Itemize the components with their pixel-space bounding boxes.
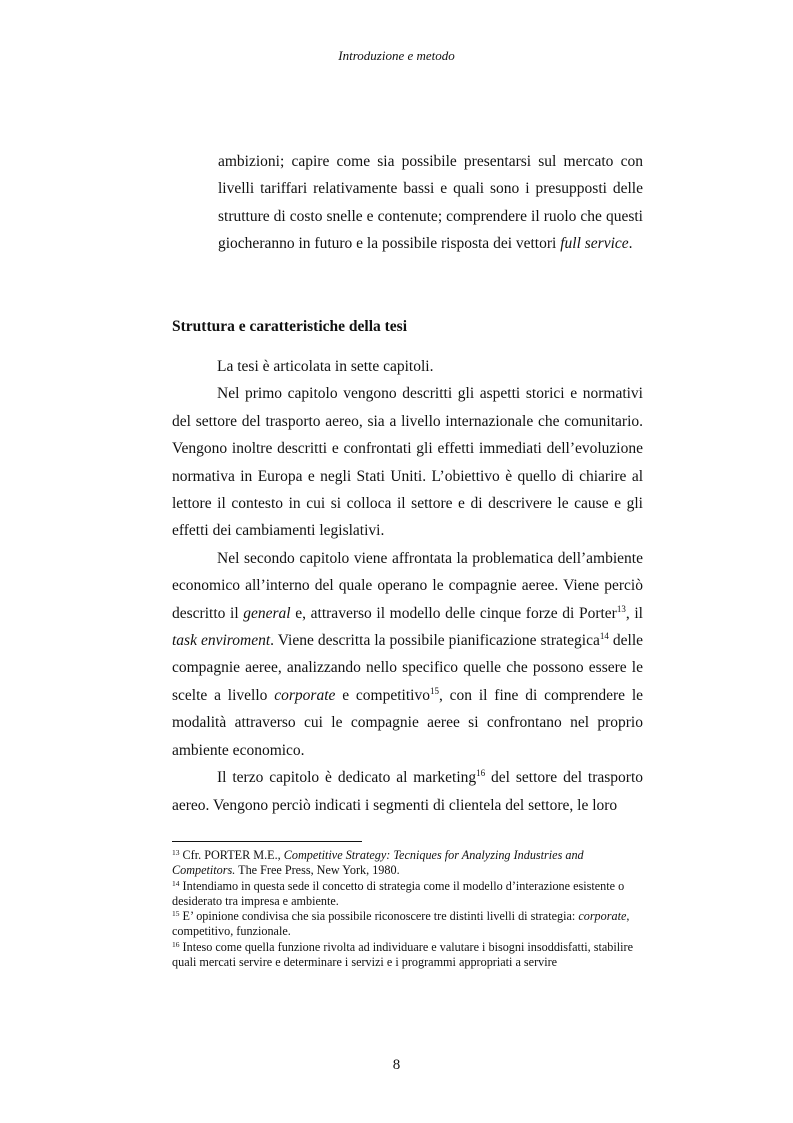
- footnote-13: $^{13}$ Cfr. PORTER M.E., Competitive Strategy: Tecniques for Analyzing Industries and Competitors. The Free Press, New York, 1980.: [172, 848, 584, 878]
- footnote-15: $^{15}$ E’ opinione condivisa che sia possibile riconoscere tre distinti livelli di strategia: corporate, competitivo, funzionale.: [172, 909, 630, 939]
- footnote-ref-15[interactable]: 15: [429, 685, 439, 696]
- body-text: [172, 353, 643, 819]
- page-number: 8: [392, 1057, 401, 1073]
- paragraph-4: Il terzo capitolo è dedicato al marketing$^{16}$ del settore del trasporto aereo. Vengono perciò indicati i segmenti di clientela del settore, le loro: [172, 768, 643, 814]
- paragraph-3: Nel secondo capitolo viene affrontata la problematica dell’ambiente economico all’interno del quale operano le compagnie aeree. Viene perciò descritto il general e, attraverso il modello delle cinque forze di Porter$^{13}$, il task enviroment. Viene descritta la possibile pianificazione strategica$^{14}$ delle compagnie aeree, analizzando nello specifico quelle che possono essere le scelte a livello corporate e competitivo$^{15}$, con il fine di comprendere le modalità attraverso cui le compagnie aeree si confrontano nel proprio ambiente economico.: [172, 549, 644, 759]
- paragraph-2: Nel primo capitolo vengono descritti gli aspetti storici e normativi del settore del trasporto aereo, sia a livello internazionale che comunitario. Vengono inoltre descritti e confrontati gli effetti immediati dell’evoluzione normativa in Europa e negli Stati Uniti. L’obiettivo è quello di chiarire al lettore il contesto in cui si colloca il settore e di descrivere le cause e gli effetti dei cambiamenti legislativi.: [172, 385, 643, 540]
- footnote-ref-13[interactable]: 13: [616, 603, 626, 614]
- intro-paragraph: ambizioni; capire come sia possibile presentarsi sul mercato con livelli tariffari relativamente bassi e quali sono i presupposti delle strutture di costo snelle e contenute; comprendere il ruolo che questi giocheranno in futuro e la possibile risposta dei vettori full service.: [218, 153, 643, 253]
- paragraph-1: La tesi è articolata in sette capitoli.: [217, 358, 434, 375]
- section-heading: Struttura e caratteristiche della tesi: [172, 318, 408, 335]
- footnotes: [172, 848, 643, 970]
- running-header: Introduzione e metodo: [338, 48, 455, 63]
- footnote-ref-14[interactable]: 14: [599, 631, 609, 642]
- footnote-14: $^{14}$ Intendiamo in questa sede il concetto di strategia come il modello d’interazione esistente o desiderato tra impresa e ambiente.: [172, 878, 625, 908]
- footnote-16: $^{16}$ Inteso come quella funzione rivolta ad individuare e valutare i bisogni insoddisfatti, stabilire quali mercati servire e determinare i servizi e i programmi appropriati a servire: [172, 939, 634, 970]
- footnote-ref-16[interactable]: 16: [476, 768, 486, 779]
- footnote-divider: [172, 841, 362, 842]
